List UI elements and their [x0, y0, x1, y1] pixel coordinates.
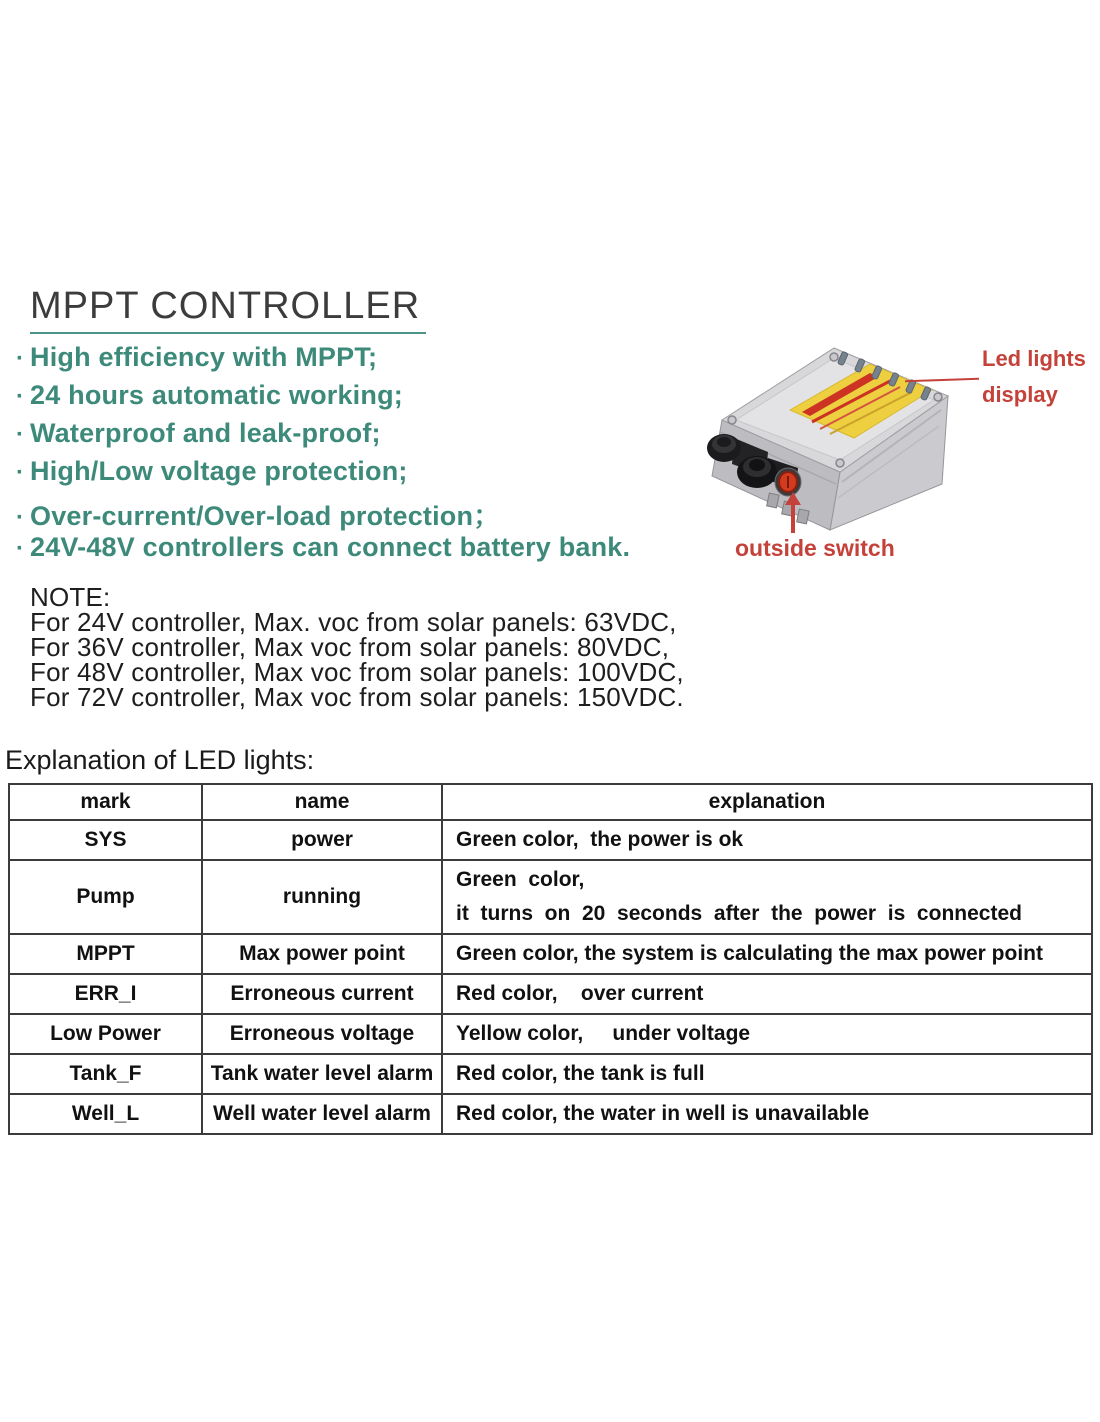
feature-item — [16, 494, 630, 532]
table-row — [9, 860, 1092, 934]
explanation-cell — [442, 974, 1092, 1014]
name-cell: Erroneous voltage — [202, 1014, 442, 1054]
explanation-line: Red color, the tank is full — [456, 1062, 705, 1085]
table-row — [9, 1094, 1092, 1134]
mark-cell: Pump — [9, 860, 202, 934]
name-cell: running — [202, 860, 442, 934]
column-header-explanation: explanation — [442, 784, 1092, 820]
mark-cell: ERR_I — [9, 974, 202, 1014]
table-row — [9, 934, 1092, 974]
table-row — [9, 1054, 1092, 1094]
explanation-cell — [442, 820, 1092, 860]
table-row — [9, 1014, 1092, 1054]
explanation-line: Yellow color, under voltage — [456, 1022, 751, 1045]
feature-text: High efficiency with MPPT; — [30, 342, 378, 372]
controller-box-illustration — [690, 330, 970, 540]
note-line: For 48V controller, Max voc from solar panels: 100VDC, — [30, 657, 684, 687]
feature-item — [16, 532, 631, 570]
led-table-heading: Explanation of LED lights: — [5, 745, 315, 775]
column-header-name: name — [202, 784, 442, 820]
bullet-icon: · — [16, 535, 25, 562]
led-display-label: display — [982, 382, 1058, 407]
note-section — [30, 582, 684, 712]
feature-text: Waterproof and leak-proof; — [30, 418, 381, 448]
note-heading: NOTE: — [30, 582, 111, 612]
table-row — [9, 974, 1092, 1014]
explanation-line: Green color, the system is calculating the max power point — [456, 942, 1043, 965]
mark-cell: SYS — [9, 820, 202, 860]
explanation-cell — [442, 1014, 1092, 1054]
note-line: For 36V controller, Max voc from solar panels: 80VDC, — [30, 632, 670, 662]
feature-text: Over-current/Over-load protection； — [30, 501, 501, 531]
name-cell: power — [202, 820, 442, 860]
page-title: MPPT CONTROLLER — [30, 285, 426, 334]
feature-text: 24V-48V controllers can connect battery bank. — [30, 532, 631, 562]
switch-arrow-line — [791, 503, 795, 533]
bullet-icon: · — [16, 459, 25, 486]
led-lights-label: Led lights — [982, 346, 1086, 371]
explanation-line: Green color, — [456, 868, 585, 891]
table-header-row — [9, 784, 1092, 820]
led-table-section — [5, 745, 1095, 1135]
explanation-cell — [442, 1094, 1092, 1134]
explanation-cell — [442, 934, 1092, 974]
bullet-icon: · — [16, 504, 25, 531]
note-line: For 72V controller, Max voc from solar panels: 150VDC. — [30, 682, 684, 712]
explanation-line: it turns on 20 seconds after the power is connected — [456, 902, 1022, 925]
name-cell: Tank water level alarm — [202, 1054, 442, 1094]
table-row — [9, 820, 1092, 860]
bullet-icon: · — [16, 345, 25, 372]
feature-item — [16, 418, 630, 456]
mark-cell: Low Power — [9, 1014, 202, 1054]
explanation-line: Green color, the power is ok — [456, 828, 744, 851]
outside-switch-label: outside switch — [735, 535, 895, 561]
feature-item — [16, 342, 630, 380]
mark-cell: Tank_F — [9, 1054, 202, 1094]
intro-section — [16, 285, 631, 570]
explanation-cell — [442, 860, 1092, 934]
feature-item — [16, 380, 630, 418]
controller-figure — [690, 330, 1100, 575]
column-header-mark: mark — [9, 784, 202, 820]
feature-text: High/Low voltage protection; — [30, 456, 408, 486]
name-cell: Well water level alarm — [202, 1094, 442, 1134]
mark-cell: MPPT — [9, 934, 202, 974]
bullet-icon: · — [16, 383, 25, 410]
explanation-cell — [442, 1054, 1092, 1094]
led-table — [8, 783, 1093, 1135]
feature-item — [16, 456, 630, 494]
feature-text: 24 hours automatic working; — [30, 380, 403, 410]
explanation-line: Red color, the water in well is unavailable — [456, 1102, 870, 1125]
name-cell: Max power point — [202, 934, 442, 974]
feature-list — [16, 342, 631, 570]
note-line: For 24V controller, Max. voc from solar panels: 63VDC, — [30, 607, 677, 637]
name-cell: Erroneous current — [202, 974, 442, 1014]
bullet-icon: · — [16, 421, 25, 448]
mark-cell: Well_L — [9, 1094, 202, 1134]
note-lines — [30, 607, 684, 712]
explanation-line: Red color, over current — [456, 982, 704, 1005]
